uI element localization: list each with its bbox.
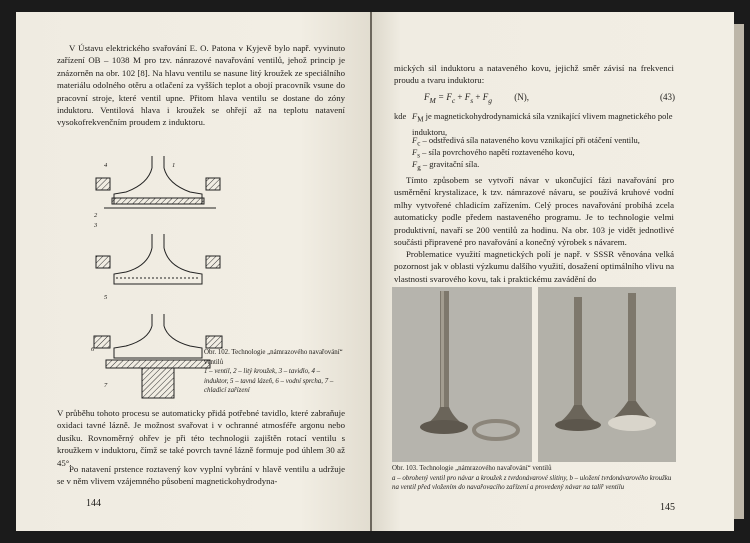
fig-label-5: 5	[104, 294, 108, 301]
figure-103-title: Obr. 103. Technologie „námrazového navařování“ ventilů	[392, 465, 552, 472]
right-paragraph-top: mických sil induktoru a nataveného kovu, jejichž směr závisí na frekvenci proudu a tvaru induktoru:	[394, 63, 674, 86]
figure-102-legend: 1 – ventil, 2 – litý kroužek, 3 – tavidlo, 4 – induktor, 5 – tavná lázeň, 6 – vodní sprcha, 7 – chladicí zařízení	[204, 368, 334, 395]
equation-number: (43)	[660, 92, 675, 102]
symbol-row-3: $F_s$ – síla povrchového napětí roztaveného kovu,	[412, 147, 575, 160]
figure-102-caption	[204, 348, 344, 396]
page-number-right: 145	[660, 502, 675, 513]
fig-label-2: 2	[94, 212, 98, 219]
symbol-row-4: $F_g$ – gravitační síla.	[412, 159, 480, 172]
eq-lhs: $F_M$	[424, 92, 436, 105]
figure-102-title: Obr. 102. Technologie „námrazového navařování“ ventilů	[204, 349, 343, 366]
eq-rhs-term-3: $F_g$	[482, 92, 492, 105]
figure-103-caption	[392, 464, 676, 493]
photo-b	[538, 287, 676, 462]
figure-103-legend: a – obrobený ventil pro návar a kroužek z tvrdonávarové slitiny, b – uložení tvrdonávarového kroužku na ventil před vložením do navařovacího zařízení a provedený návar na talíř ventilu	[392, 474, 672, 492]
fig-label-6: 6	[91, 346, 95, 353]
fig-label-3: 3	[94, 222, 98, 229]
equation-43	[424, 92, 674, 105]
fig-label-4: 4	[104, 162, 108, 169]
eq-plus-2: +	[475, 92, 483, 102]
eq-unit: (N),	[514, 92, 529, 102]
eq-plus-1: +	[457, 92, 465, 102]
paragraph-3: Po natavení prstence roztavený kov vyplní vybrání v hlavě ventilu a udržuje se v něm vlivem vzájemného působení magnetickohydrodyna-	[57, 464, 345, 487]
right-paragraph-2: Tímto způsobem se vytvoří návar v ukončující fázi navařování pro usměrnění krystalizace, k tzv. námrazové návaru, se používá kruhové vodní mlhy vytvořené chladicím zařízením. Celý proces navařování probíhá zcela automaticky podle předem nastaveného programu. Je to technologie velmi produktivní, navaří se 200 ventilů za hodinu. Na obr. 103 je vidět jednotlivé součásti připravené pro navařování a konečný výrobek s návarem.	[394, 175, 674, 248]
paragraph-2: V průběhu tohoto procesu se automaticky přidá potřebné tavidlo, které zabraňuje oxidaci tavné lázně. Je možnost svařovat i v ochranné atmosféře argonu nebo dusíku. Rovnoměrný ohřev je při této technologii zajištěn rotací ventilu s kroužkem v induktoru, čímž se také povrch tavné lázně formuje pod úhlem 30 až 45°.	[57, 408, 345, 468]
page-number-left: 144	[86, 498, 101, 509]
fig-label-7: 7	[104, 382, 108, 389]
symbol-row-1: $F_M$ je magnetickohydrodynamická síla vznikající vlivem magnetického pole induktoru,	[412, 111, 673, 137]
eq-rhs-term-1: = $F_c$	[438, 92, 456, 105]
symbol-row-2: $F_c$ – odstředivá síla nataveného kovu vznikající při otáčení ventilu,	[412, 135, 640, 148]
left-page	[16, 12, 370, 531]
where-label: kde	[394, 111, 407, 121]
photo-a	[392, 287, 532, 462]
intro-paragraph: V Ústavu elektrického svařování E. O. Patona v Kyjevě bylo např. vyvinuto zařízení OB – 1038 M pro tzv. nánrazové navařování ventilů, jehož princip je znázorněn na obr. 102 [8]. Na hlavu ventilu se nasune litý kroužek ze speciálního materiálu odolného otěru a otlačení za vyšších teplot a obojí pracovník vsune do pracovní stroje, které ventil upne. Přitom hlava ventilu se dostane do zóny induktoru. Ventilová hlava i kroužek se ohřejí až na teplotu natavení vysokofrekvenčním proudem z induktoru.	[57, 43, 345, 128]
fig-label-1: 1	[172, 162, 176, 169]
page-edges	[734, 24, 744, 519]
right-page	[372, 12, 734, 531]
eq-rhs-term-2: $F_s$	[464, 92, 474, 105]
right-paragraph-3: Problematice využití magnetických polí je např. v SSSR věnována velká pozornost jak v oblasti výzkumu dalšího využití, dosažení optimálního vlivu na vlastnosti svarového kovu, tak i praktickému zavádění do	[394, 249, 674, 284]
